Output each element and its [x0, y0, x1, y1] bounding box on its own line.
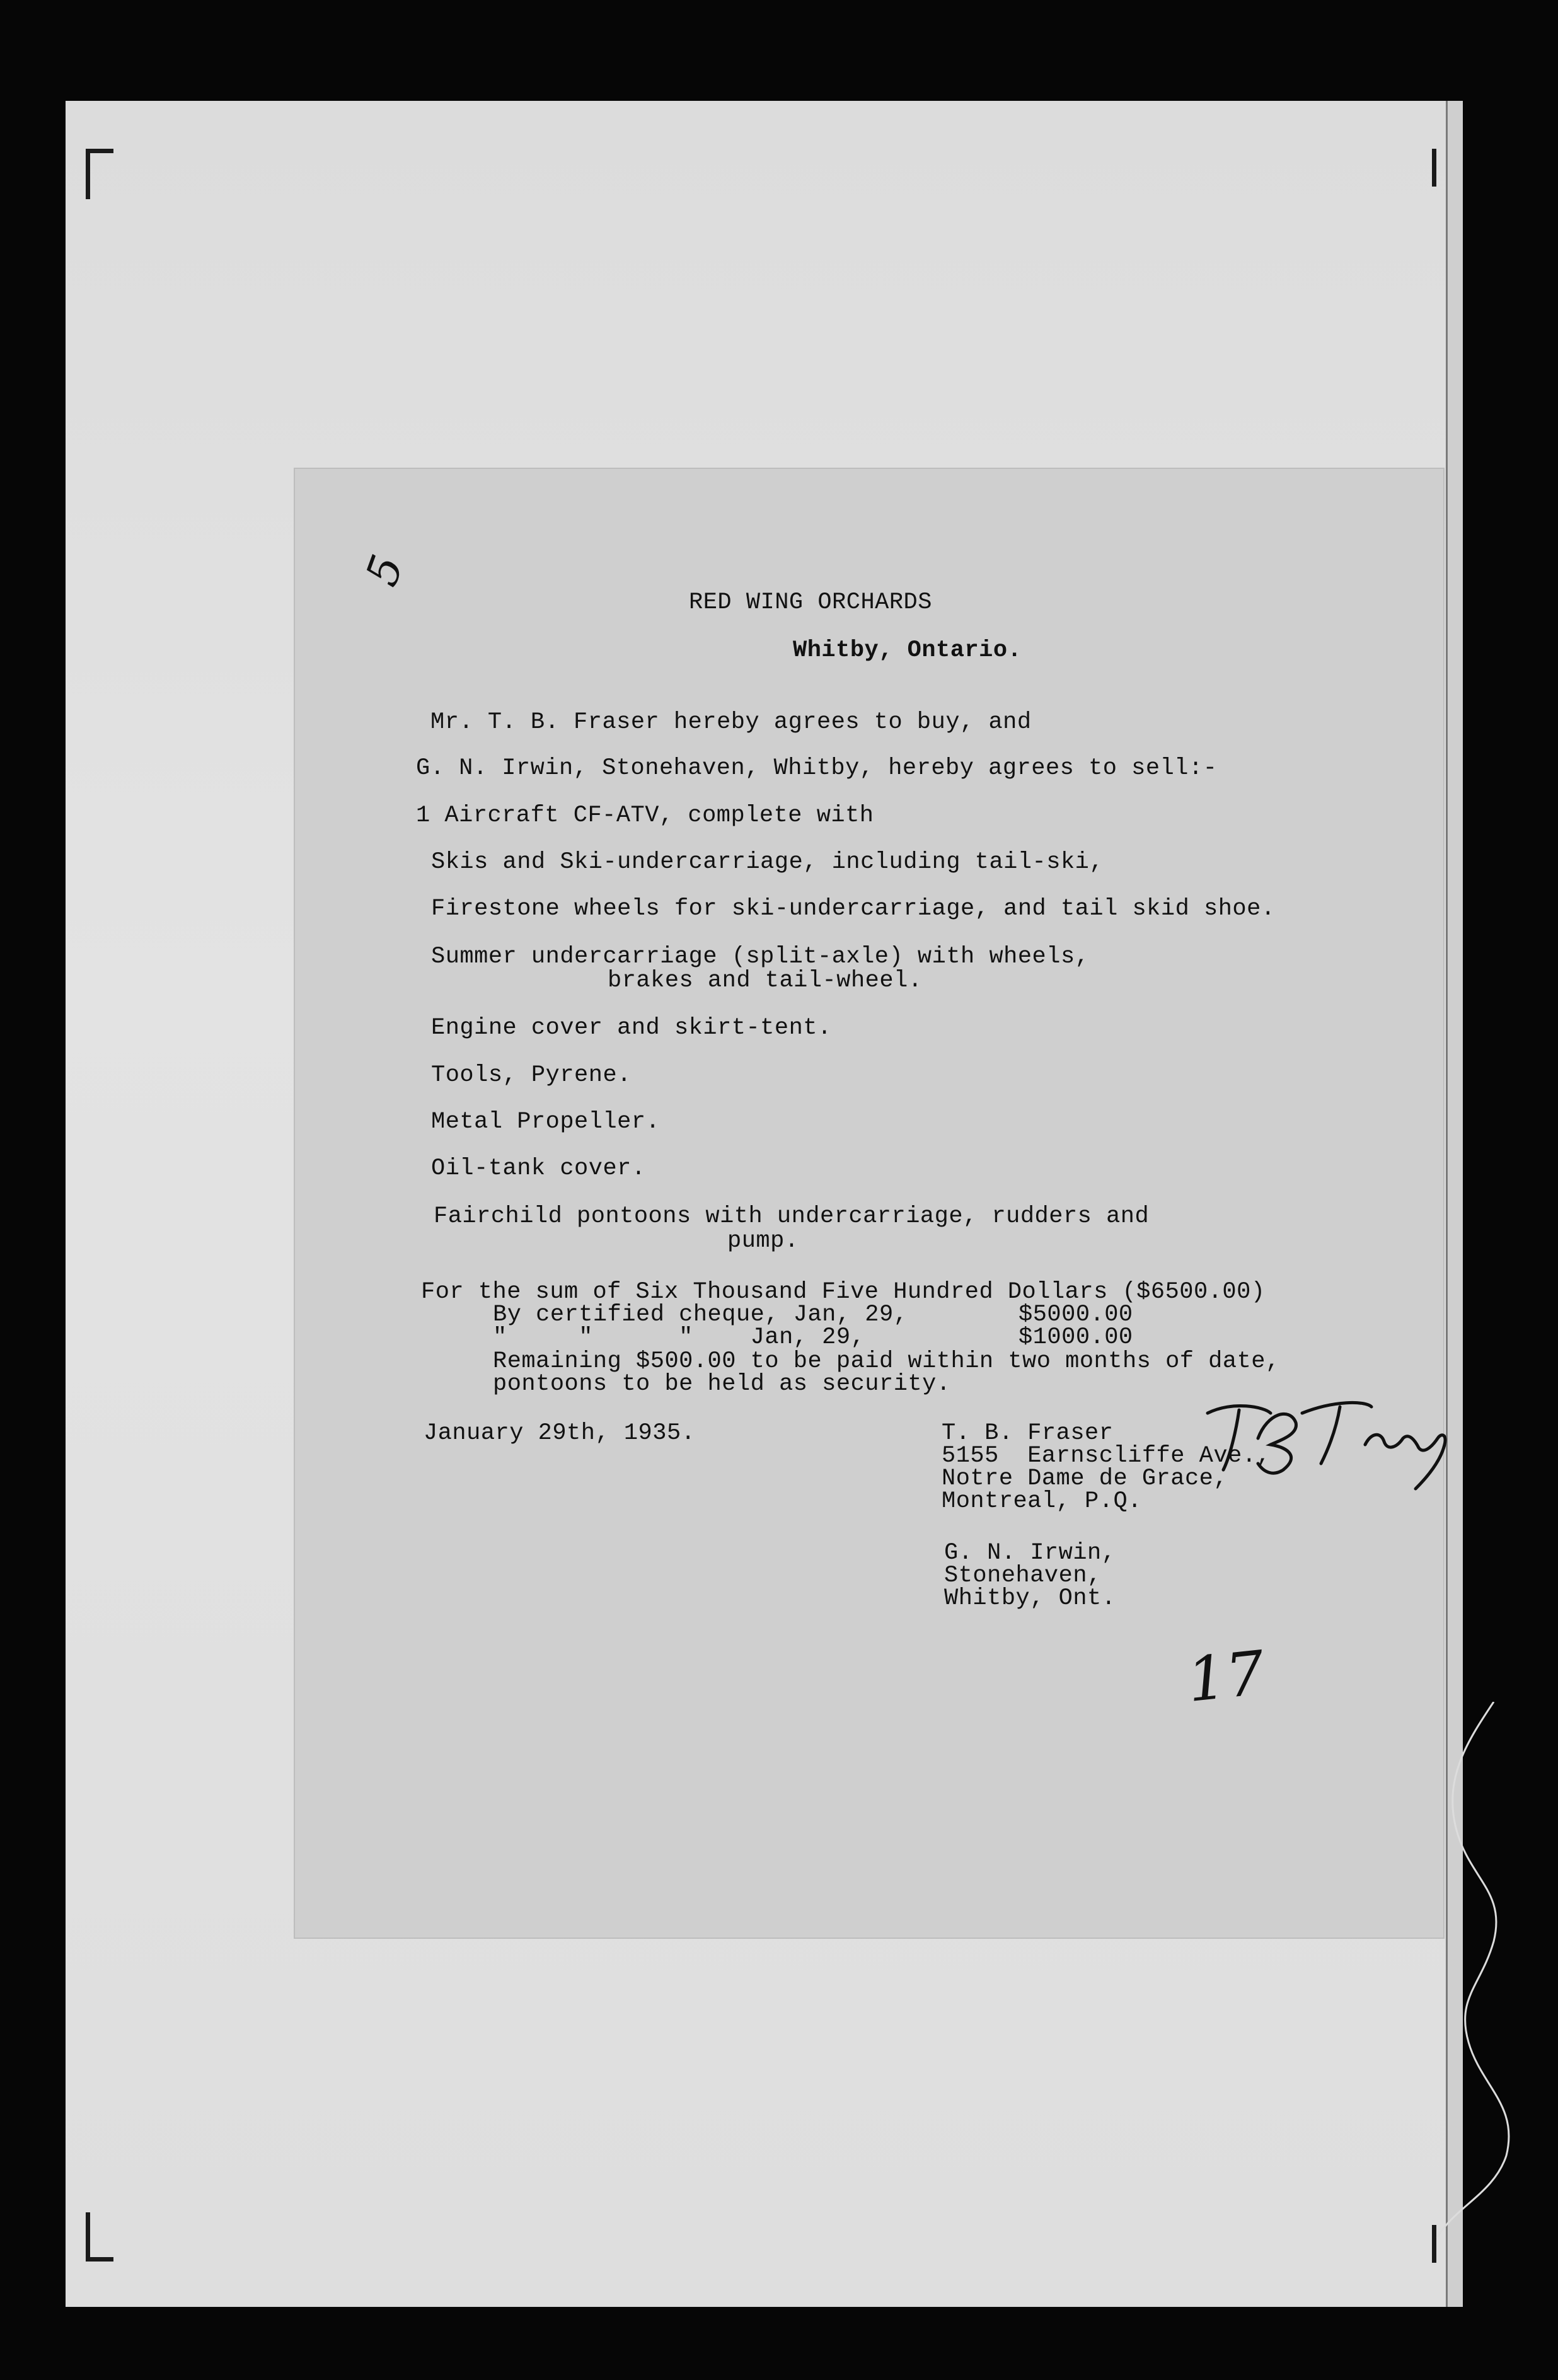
item-line: Tools, Pyrene. [431, 1062, 632, 1089]
crop-mark-top-left [86, 149, 113, 153]
seller-address: Whitby, Ont. [944, 1585, 1116, 1612]
item-line: Engine cover and skirt-tent. [431, 1015, 832, 1041]
crop-mark-top-left [86, 149, 90, 199]
payment-cheque-amount: $1000.00 [1018, 1324, 1133, 1351]
seller-name: G. N. Irwin, [944, 1540, 1116, 1566]
agreement-date: January 29th, 1935. [424, 1420, 696, 1447]
payment-remaining-line: Remaining $500.00 to be paid within two months of date, [493, 1348, 1280, 1375]
letterhead-location: Whitby, Ontario. [793, 637, 1022, 664]
crop-mark-bottom-left [86, 2257, 113, 2262]
agreement-line: G. N. Irwin, Stonehaven, Whitby, hereby agrees to sell:- [416, 755, 1218, 782]
agreement-line: Mr. T. B. Fraser hereby agrees to buy, and [430, 709, 1032, 736]
seller-address: Stonehaven, [944, 1563, 1102, 1589]
payment-cheque-label: By certified cheque, Jan, 29, [493, 1302, 908, 1328]
item-line: brakes and tail-wheel. [608, 968, 923, 994]
payment-remaining-line: pontoons to be held as security. [493, 1371, 951, 1397]
handwritten-signature [1195, 1388, 1460, 1495]
handwritten-corner-mark: 5 [355, 548, 414, 592]
handwritten-page-number: 17 [1184, 1637, 1268, 1716]
payment-cheque-amount: $5000.00 [1018, 1302, 1133, 1328]
buyer-address: Notre Dame de Grace, [942, 1465, 1228, 1492]
buyer-address: Montreal, P.Q. [942, 1488, 1142, 1515]
item-line: pump. [727, 1228, 799, 1254]
agreement-line: 1 Aircraft CF-ATV, complete with [416, 802, 874, 829]
payment-cheque-label: " " " Jan, 29, [493, 1324, 865, 1351]
letterhead-company: RED WING ORCHARDS [689, 589, 932, 616]
letter-sheet [295, 469, 1443, 1938]
item-line: Fairchild pontoons with undercarriage, rudders and [434, 1203, 1150, 1230]
item-line: Firestone wheels for ski-undercarriage, and tail skid shoe. [431, 896, 1276, 922]
item-line: Metal Propeller. [431, 1109, 661, 1135]
buyer-name: T. B. Fraser [942, 1420, 1114, 1447]
crop-mark-bottom-left [86, 2212, 90, 2262]
buyer-address: 5155 Earnscliffe Ave., [942, 1443, 1271, 1469]
crop-mark-top-right [1432, 149, 1436, 187]
binding-cord [1418, 1702, 1544, 2269]
item-line: Oil-tank cover. [431, 1155, 646, 1182]
item-line: Summer undercarriage (split-axle) with wheels, [431, 944, 1090, 970]
item-line: Skis and Ski-undercarriage, including tail-ski, [431, 849, 1104, 875]
payment-sum-line: For the sum of Six Thousand Five Hundred Dollars ($6500.00) [421, 1279, 1266, 1305]
